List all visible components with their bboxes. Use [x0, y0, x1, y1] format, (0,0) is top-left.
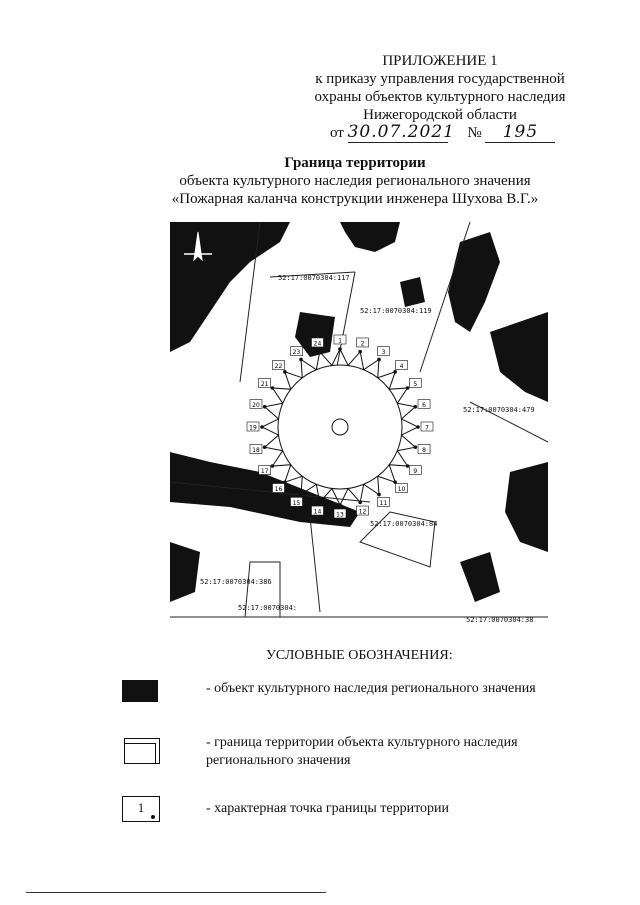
boundary-point-number: 4	[399, 362, 404, 370]
appendix-line-3: Нижегородской области	[363, 107, 517, 123]
boundary-map	[170, 222, 548, 630]
boundary-point	[338, 347, 342, 351]
appendix-date-number-line	[330, 122, 560, 144]
legend-object-swatch	[122, 680, 158, 702]
boundary-point	[318, 350, 322, 354]
boundary-point	[271, 464, 275, 468]
legend-point-text: - характерная точка границы территории	[206, 801, 449, 816]
boundary-point	[260, 425, 264, 429]
boundary-point-number: 2	[360, 340, 365, 348]
boundary-point-number: 3	[381, 349, 386, 357]
boundary-point	[299, 493, 303, 497]
boundary-point-number: 16	[274, 486, 283, 494]
legend-boundary-swatch	[124, 738, 160, 764]
boundary-point-number: 22	[274, 362, 283, 370]
boundary-point	[358, 350, 362, 354]
boundary-point	[416, 425, 420, 429]
parcel-label: 52:17:0070304:479	[463, 406, 535, 414]
legend-point-number: 1	[137, 800, 145, 815]
boundary-point-number: 13	[336, 511, 344, 519]
date-value: 30.07.2021	[347, 122, 455, 142]
boundary-point-number: 11	[379, 499, 388, 507]
number-value: 195	[485, 122, 555, 143]
boundary-point-number: 6	[422, 401, 426, 409]
boundary-point-number: 24	[313, 340, 322, 348]
legend-heading: УСЛОВНЫЕ ОБОЗНАЧЕНИЯ:	[266, 648, 453, 663]
boundary-point-number: 7	[425, 424, 429, 432]
boundary-point	[377, 493, 381, 497]
boundary-point-number: 21	[260, 381, 269, 388]
footer-rule	[26, 892, 326, 893]
number-prefix: №	[467, 125, 482, 141]
boundary-point-number: 18	[252, 447, 260, 455]
parcel-label: 52:17:0070304:	[238, 604, 298, 612]
boundary-point	[338, 503, 342, 507]
boundary-point	[393, 370, 397, 374]
legend-boundary-text-2: регионального значения	[206, 753, 351, 768]
boundary-point-number: 19	[249, 424, 257, 432]
boundary-point-number: 14	[313, 508, 322, 516]
boundary-point	[414, 445, 418, 449]
boundary-point	[263, 445, 267, 449]
boundary-point	[263, 405, 267, 409]
legend-object-text: - объект культурного наследия регионального значения	[206, 681, 536, 696]
boundary-point	[406, 464, 410, 468]
boundary-point	[271, 386, 275, 390]
boundary-point-number: 5	[413, 381, 418, 388]
boundary-point-number: 12	[358, 508, 367, 516]
boundary-point	[414, 405, 418, 409]
parcel-label: 52:17:0070304:119	[360, 307, 432, 315]
legend-boundary-text-1: - граница территории объекта культурного наследия	[206, 735, 518, 750]
boundary-point	[318, 501, 322, 505]
boundary-point	[377, 358, 381, 362]
boundary-point	[406, 386, 410, 390]
date-prefix: от	[330, 125, 344, 141]
boundary-point-number: 20	[252, 401, 260, 409]
parcel-label: 52:17:0070304:84	[370, 520, 438, 528]
boundary-point-number: 8	[422, 447, 426, 455]
point-dot-icon	[151, 815, 155, 819]
map-svg	[170, 222, 548, 630]
legend-point-swatch	[122, 796, 160, 822]
boundary-point-number: 10	[397, 486, 406, 494]
title-line-3: «Пожарная каланча конструкции инженера Шухова В.Г.»	[171, 191, 539, 207]
document-title: Граница территории	[284, 155, 426, 171]
appendix-line-1: к приказу управления государственной	[315, 71, 565, 87]
boundary-point-number: 9	[413, 468, 418, 475]
appendix-line-2: охраны объектов культурного наследия	[314, 89, 566, 105]
parcel-label-corner: 52:17:0070304:38	[466, 616, 534, 624]
boundary-point-number: 17	[260, 468, 269, 475]
boundary-point	[358, 501, 362, 505]
parcel-label: 52:17:0070304:386	[200, 578, 272, 586]
territory-boundary	[247, 335, 433, 519]
boundary-point	[299, 358, 303, 362]
appendix-heading: ПРИЛОЖЕНИЕ 1	[382, 53, 498, 69]
boundary-point	[283, 370, 287, 374]
boundary-point-number: 23	[292, 349, 301, 357]
parcel-label: 52:17:0070304:117	[278, 274, 350, 282]
boundary-point-number: 15	[292, 499, 301, 507]
title-line-2: объекта культурного наследия регионального значения	[179, 173, 531, 189]
boundary-point-number: 1	[338, 337, 342, 345]
